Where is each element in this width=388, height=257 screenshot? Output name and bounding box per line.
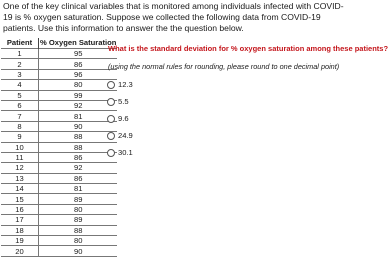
option-30-1[interactable] xyxy=(107,148,133,157)
oxygen-saturation-cell: 86 xyxy=(39,59,118,69)
table-row xyxy=(1,49,117,59)
patient-id-cell: 19 xyxy=(1,236,39,246)
table-row xyxy=(1,215,117,225)
table-row xyxy=(1,100,117,110)
table-row xyxy=(1,236,117,246)
patient-id-cell: 18 xyxy=(1,225,39,235)
patient-id-cell: 12 xyxy=(1,163,39,173)
option-label: 24.9 xyxy=(118,131,133,140)
oxygen-saturation-cell: 90 xyxy=(39,121,118,131)
option-5-5[interactable] xyxy=(107,97,129,106)
oxygen-saturation-cell: 89 xyxy=(39,194,118,204)
rounding-instruction: (using the normal rules for rounding, please round to one decimal point) xyxy=(108,62,340,71)
oxygen-saturation-cell: 81 xyxy=(39,111,118,121)
question-text: What is the standard deviation for % oxygen saturation among these patients? xyxy=(108,44,388,53)
oxygen-saturation-cell: 88 xyxy=(39,225,118,235)
patient-id-cell: 11 xyxy=(1,152,39,162)
oxygen-saturation-cell: 95 xyxy=(39,49,118,59)
option-label: 9.6 xyxy=(118,114,129,123)
oxygen-saturation-cell: 99 xyxy=(39,90,118,100)
option-label: 5.5 xyxy=(118,97,129,106)
table-row xyxy=(1,163,117,173)
question-intro: One of the key clinical variables that is monitored among individuals infected with COVID-19 is % oxygen saturation. Suppose we collected the following data from COVID-19 patients. Use this information to answer the the question below. xyxy=(3,1,344,34)
patient-id-cell: 14 xyxy=(1,184,39,194)
patient-id-cell: 16 xyxy=(1,204,39,214)
table-row xyxy=(1,184,117,194)
oxygen-saturation-cell: 89 xyxy=(39,215,118,225)
patient-id-cell: 10 xyxy=(1,142,39,152)
table-row xyxy=(1,121,117,131)
table-row xyxy=(1,132,117,142)
option-label: 30.1 xyxy=(118,148,133,157)
table-header-row xyxy=(1,38,117,49)
table-row xyxy=(1,246,117,256)
oxygen-saturation-cell: 80 xyxy=(39,80,118,90)
table-row xyxy=(1,142,117,152)
header-patient: Patient xyxy=(1,38,39,49)
table-row xyxy=(1,152,117,162)
table-row xyxy=(1,69,117,79)
patient-id-cell: 8 xyxy=(1,121,39,131)
patient-id-cell: 20 xyxy=(1,246,39,256)
oxygen-saturation-cell: 92 xyxy=(39,100,118,110)
oxygen-saturation-cell: 88 xyxy=(39,142,118,152)
oxygen-saturation-cell: 96 xyxy=(39,69,118,79)
data-table xyxy=(1,38,117,257)
table-row xyxy=(1,59,117,69)
radio-button[interactable] xyxy=(107,98,115,106)
option-24-9[interactable] xyxy=(107,131,133,140)
patient-id-cell: 13 xyxy=(1,173,39,183)
table-row xyxy=(1,80,117,90)
radio-button[interactable] xyxy=(107,81,115,89)
oxygen-saturation-cell: 80 xyxy=(39,204,118,214)
option-9-6[interactable] xyxy=(107,114,129,123)
table-row xyxy=(1,173,117,183)
oxygen-saturation-cell: 86 xyxy=(39,152,118,162)
patient-id-cell: 5 xyxy=(1,90,39,100)
patient-id-cell: 1 xyxy=(1,49,39,59)
option-12-3[interactable] xyxy=(107,80,133,89)
table-row xyxy=(1,194,117,204)
patient-id-cell: 4 xyxy=(1,80,39,90)
oxygen-saturation-cell: 80 xyxy=(39,236,118,246)
header-oxygen-saturation: % Oxygen Saturation xyxy=(40,38,117,47)
table-row xyxy=(1,111,117,121)
patient-id-cell: 9 xyxy=(1,132,39,142)
table-row xyxy=(1,225,117,235)
option-label: 12.3 xyxy=(118,80,133,89)
table-row xyxy=(1,90,117,100)
patient-id-cell: 7 xyxy=(1,111,39,121)
oxygen-saturation-cell: 81 xyxy=(39,184,118,194)
radio-button[interactable] xyxy=(107,115,115,123)
patient-id-cell: 2 xyxy=(1,59,39,69)
radio-button[interactable] xyxy=(107,132,115,140)
patient-id-cell: 15 xyxy=(1,194,39,204)
radio-button[interactable] xyxy=(107,149,115,157)
patient-id-cell: 6 xyxy=(1,100,39,110)
oxygen-saturation-cell: 90 xyxy=(39,246,118,256)
table-body xyxy=(1,49,117,257)
oxygen-saturation-cell: 86 xyxy=(39,173,118,183)
oxygen-saturation-cell: 92 xyxy=(39,163,118,173)
patient-id-cell: 17 xyxy=(1,215,39,225)
patient-id-cell: 3 xyxy=(1,69,39,79)
table-row xyxy=(1,204,117,214)
oxygen-saturation-cell: 88 xyxy=(39,132,118,142)
